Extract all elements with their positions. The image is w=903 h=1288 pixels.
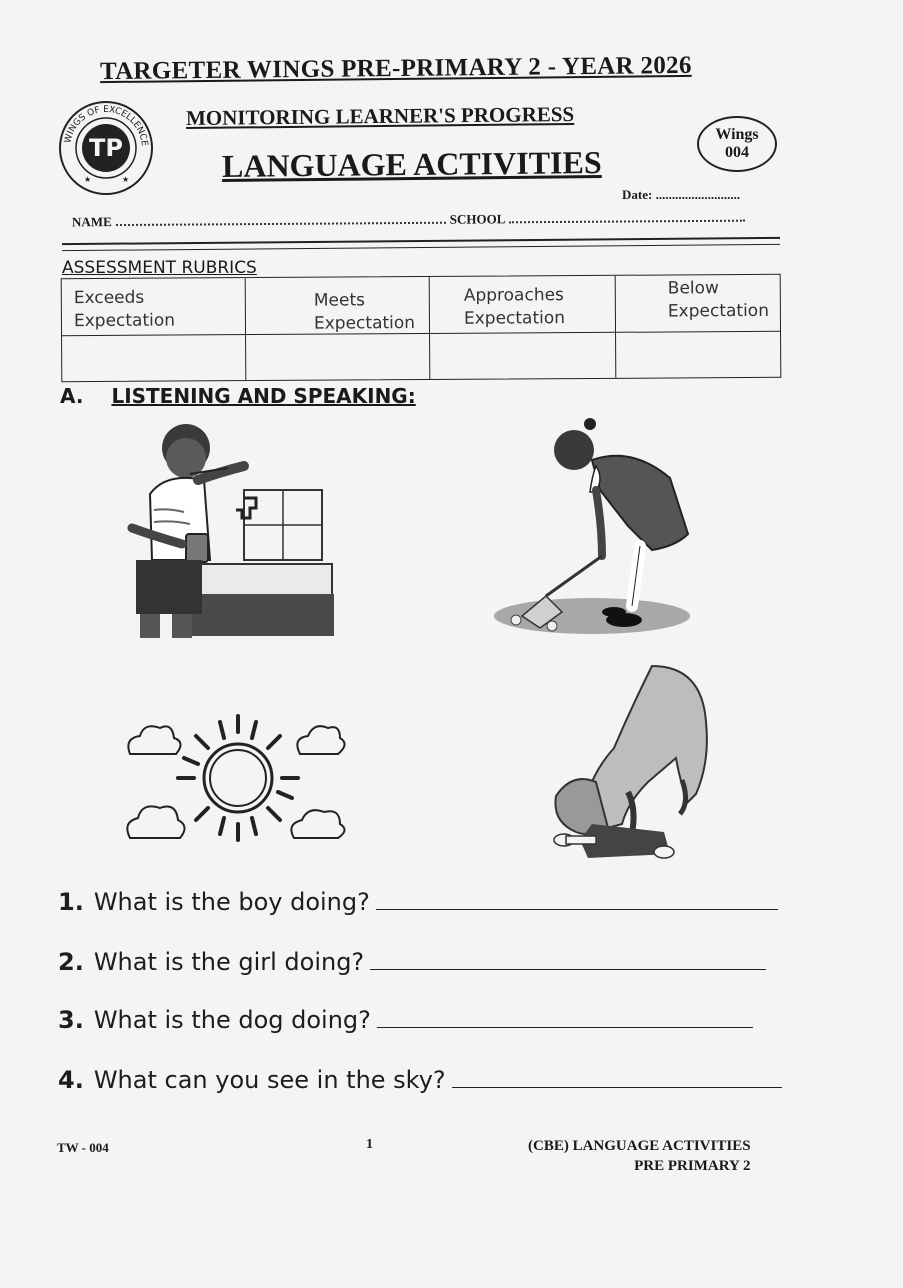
section-title: LISTENING AND SPEAKING:: [111, 384, 416, 408]
badge-line2: 004: [725, 144, 749, 161]
svg-text:★: ★: [122, 175, 130, 184]
girl-sweeping-illustration: [492, 416, 692, 638]
rubric-meets-cell[interactable]: [246, 333, 430, 380]
answer-line-4[interactable]: [452, 1087, 782, 1088]
monitoring-heading: MONITORING LEARNER'S PROGRESS: [185, 101, 575, 131]
school-logo: [58, 100, 154, 196]
rubric-below-header: Below Expectation: [667, 278, 770, 322]
school-field[interactable]: [509, 220, 745, 224]
footer-subject: (CBE) LANGUAGE ACTIVITIES PRE PRIMARY 2: [528, 1138, 751, 1174]
svg-text:★: ★: [84, 175, 92, 184]
dog-eating-bone-illustration: [552, 662, 718, 870]
name-field[interactable]: [116, 222, 446, 226]
date-field[interactable]: Date: ..........................: [622, 187, 741, 202]
name-school-row: [72, 210, 749, 231]
section-heading: [60, 384, 416, 408]
svg-text:TP: TP: [89, 134, 123, 162]
name-label: NAME: [71, 214, 112, 230]
rubric-exceeds-header: Exceeds Expectation: [62, 278, 246, 335]
school-title: TARGETER WINGS PRE-PRIMARY 2 - YEAR 2026: [99, 51, 692, 86]
rubrics-title: ASSESSMENT RUBRICS: [62, 258, 257, 278]
school-label: SCHOOL: [449, 211, 506, 227]
question-3: 3. What is the dog doing?: [58, 1006, 753, 1034]
rubrics-table: [61, 274, 782, 382]
answer-line-2[interactable]: [370, 969, 766, 970]
wings-badge: [697, 116, 777, 172]
header-rule-thin: [62, 244, 780, 251]
sun-and-clouds-illustration: [124, 708, 350, 848]
rubric-exceeds-cell[interactable]: [62, 334, 246, 381]
section-letter: A.: [60, 384, 84, 408]
boy-brushing-teeth-illustration: [124, 418, 334, 638]
rubric-below-cell[interactable]: [616, 331, 780, 378]
rubric-approaches-cell[interactable]: [430, 332, 616, 379]
question-4: 4. What can you see in the sky?: [58, 1066, 782, 1094]
footer-code: TW - 004: [57, 1140, 109, 1155]
question-1: 1. What is the boy doing?: [58, 888, 778, 916]
rubric-meets-header: Meets Expectation: [246, 277, 430, 334]
page-number: 1: [366, 1137, 373, 1152]
answer-line-1[interactable]: [376, 909, 778, 910]
logo-text: WINGS OF EXCELLENCE: [63, 104, 150, 147]
answer-line-3[interactable]: [377, 1027, 753, 1028]
badge-line1: Wings: [715, 126, 759, 143]
rubric-approaches-header: Approaches Expectation: [430, 276, 616, 333]
question-2: 2. What is the girl doing?: [58, 948, 766, 976]
subject-title: LANGUAGE ACTIVITIES: [221, 144, 602, 184]
